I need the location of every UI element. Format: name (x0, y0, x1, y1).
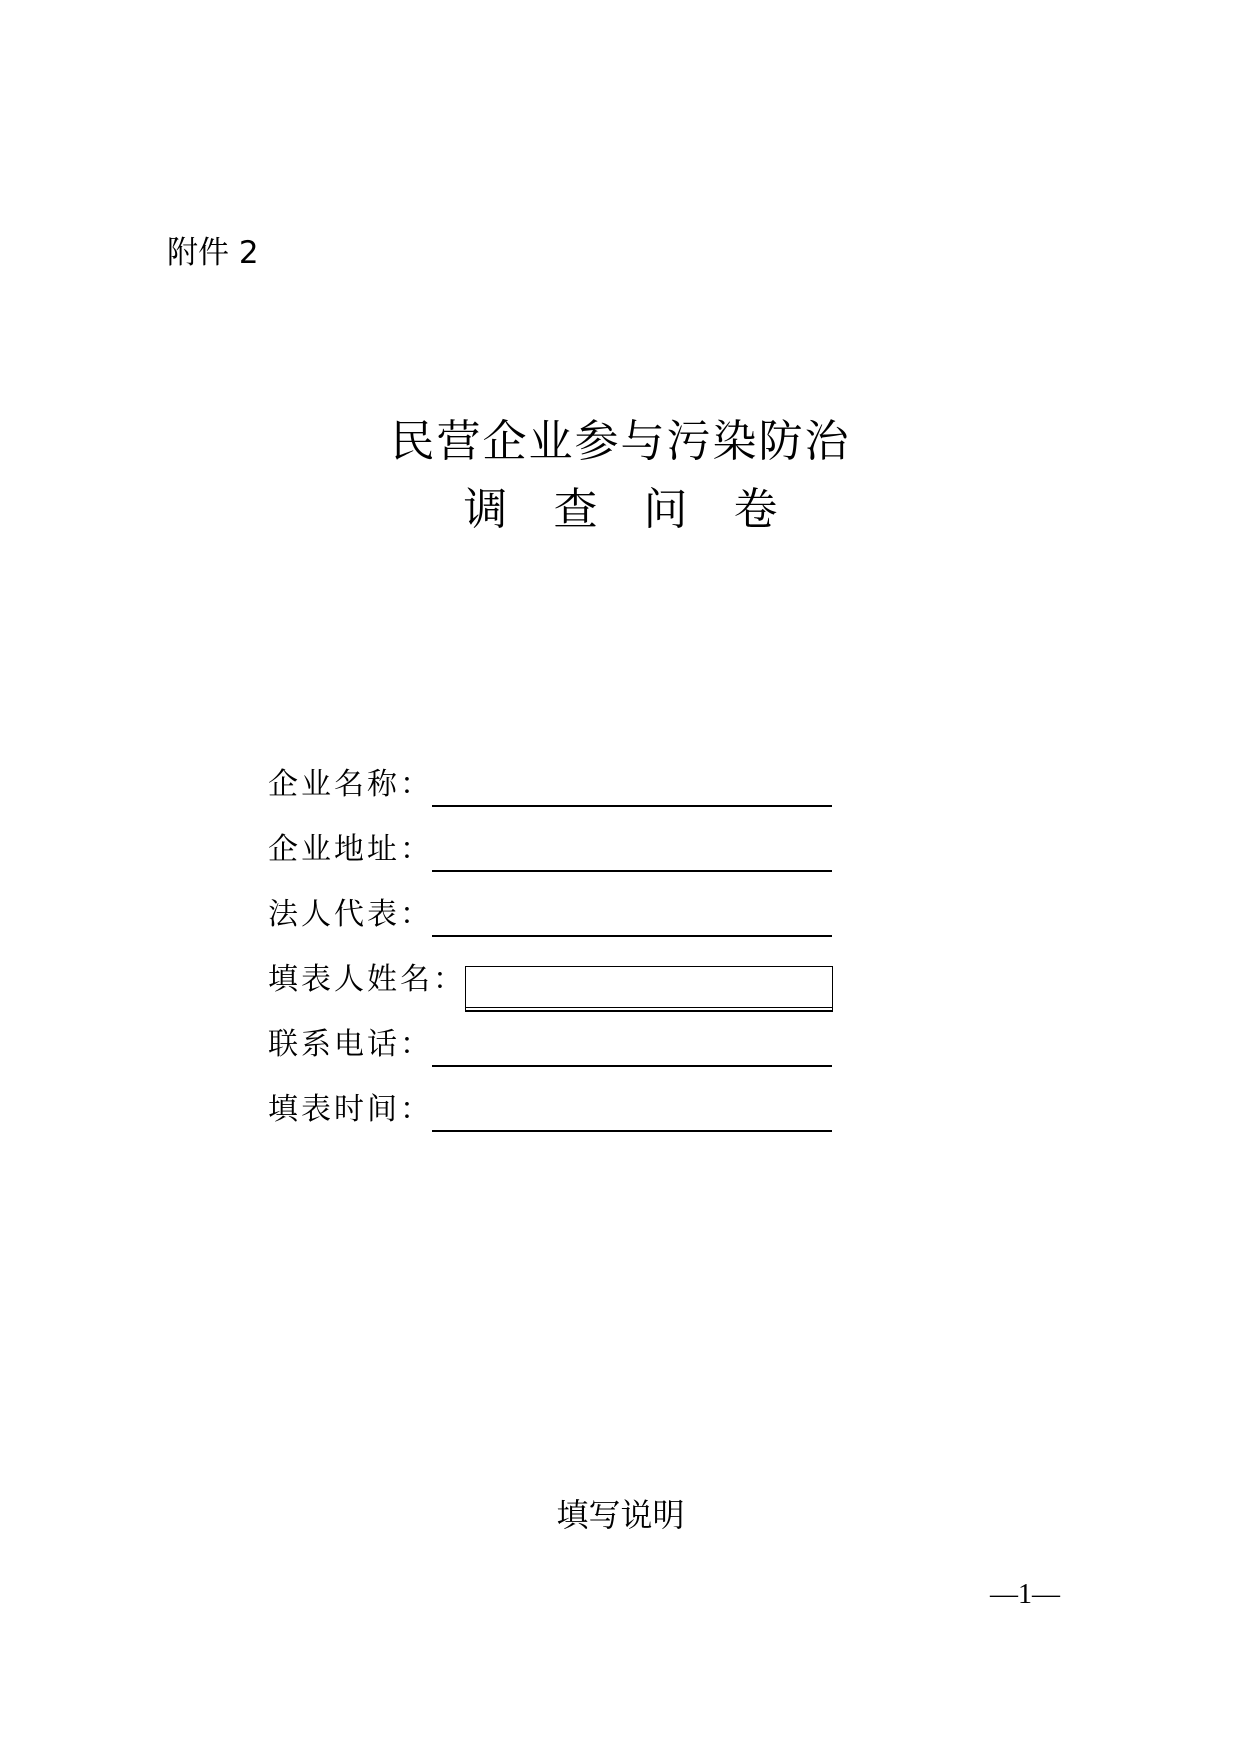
fill-date-label: 填表时间： (268, 1092, 433, 1127)
legal-representative-row (268, 874, 868, 939)
company-address-label: 企业地址： (268, 832, 433, 867)
contact-phone-label: 联系电话： (268, 1027, 433, 1062)
fill-date-field[interactable] (432, 1094, 832, 1132)
company-address-field[interactable] (432, 834, 832, 872)
subtitle-char: 调 (463, 484, 508, 535)
subtitle-char: 卷 (733, 484, 778, 535)
document-subtitle (0, 480, 1241, 540)
legal-representative-field[interactable] (432, 899, 832, 937)
legal-representative-label: 法人代表： (268, 897, 433, 932)
attachment-label: 附件 2 (167, 235, 259, 271)
company-name-field[interactable] (432, 769, 832, 807)
filler-name-row (268, 939, 868, 1004)
info-form (268, 744, 868, 1134)
document-title: 民营企业参与污染防治 (390, 416, 851, 467)
filler-name-field[interactable] (465, 966, 833, 1008)
contact-phone-row (268, 1004, 868, 1069)
filler-name-label: 填表人姓名： (268, 962, 466, 997)
instructions-heading: 填写说明 (556, 1496, 685, 1534)
subtitle-char: 问 (643, 484, 688, 535)
page-number: —1— (990, 1579, 1060, 1610)
company-name-label: 企业名称： (268, 767, 433, 802)
subtitle-char: 查 (553, 484, 598, 535)
company-name-row (268, 744, 868, 809)
contact-phone-field[interactable] (432, 1029, 832, 1067)
fill-date-row (268, 1069, 868, 1134)
company-address-row (268, 809, 868, 874)
